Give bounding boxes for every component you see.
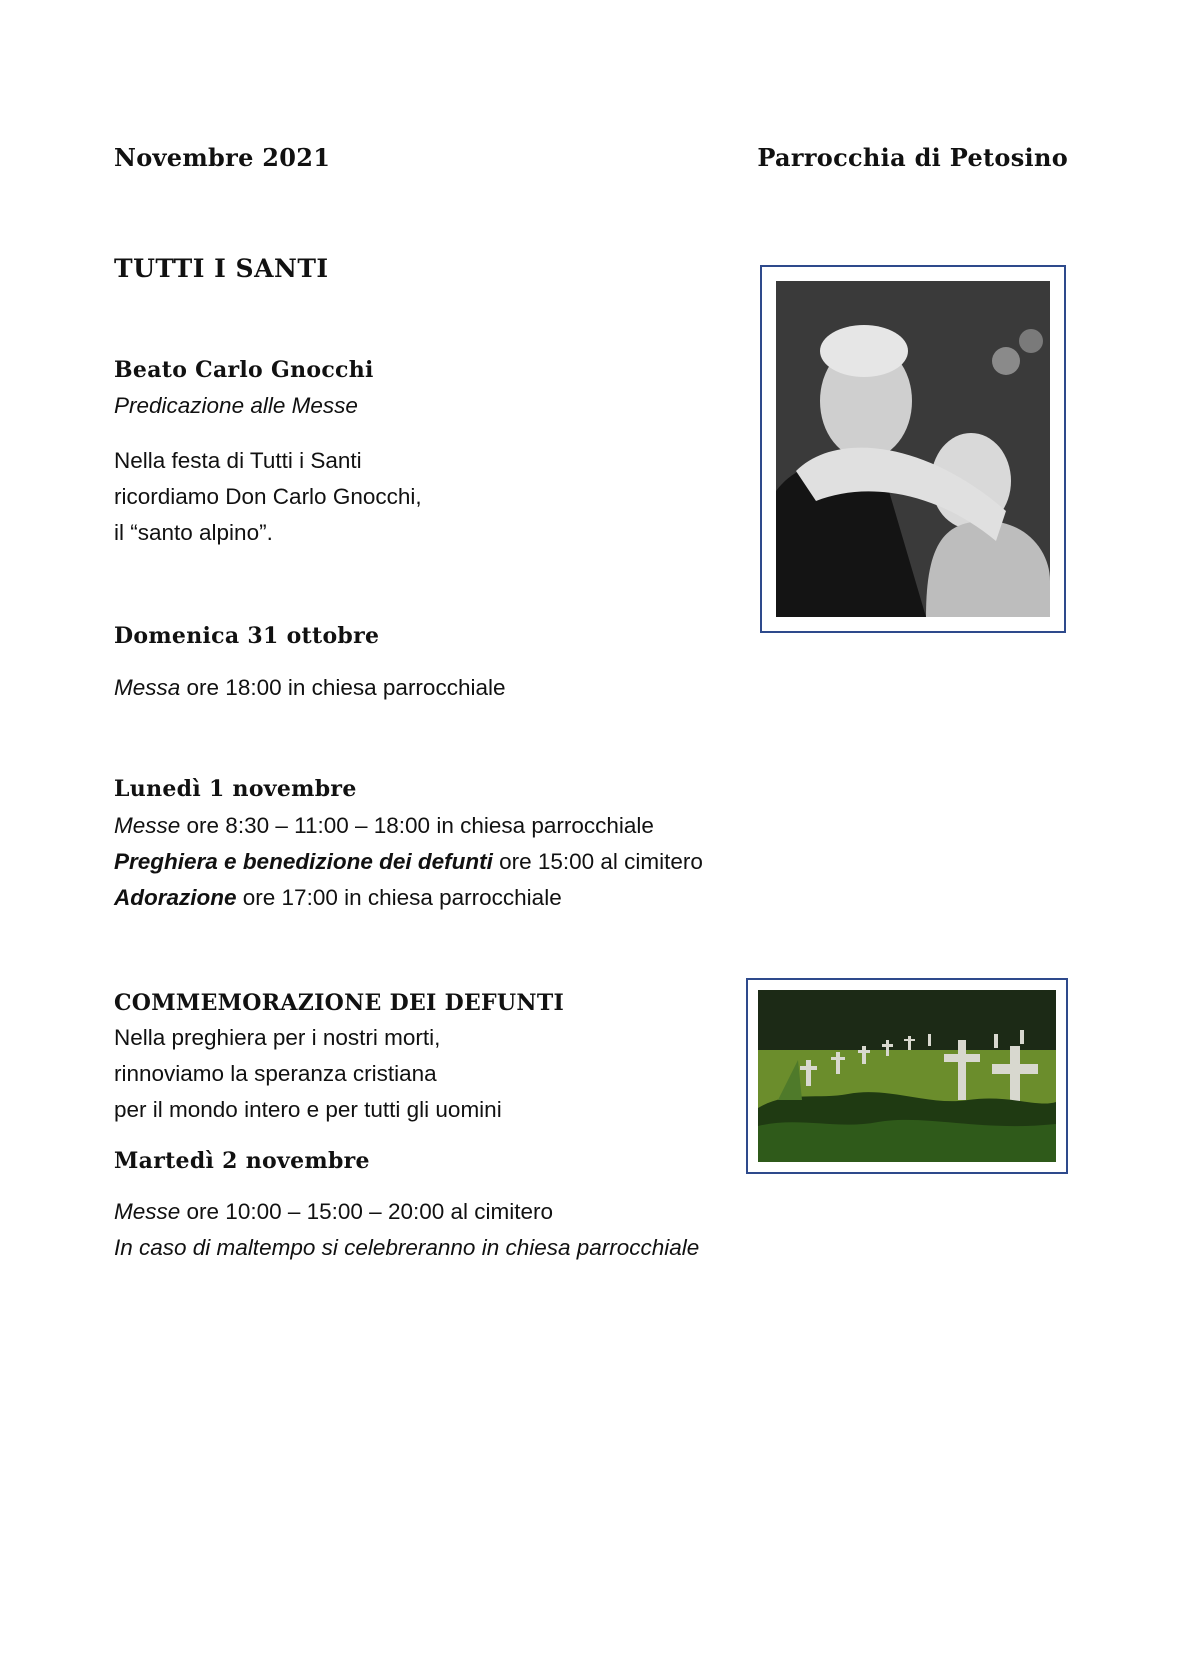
monday-line-details: ore 8:30 – 11:00 – 18:00 in chiesa parrocchiale [180,813,654,838]
tuesday-heading: Martedì 2 novembre [114,1148,370,1174]
commemoration-line: rinnoviamo la speranza cristiana [114,1061,437,1086]
commemoration-line: Nella preghiera per i nostri morti, [114,1025,441,1050]
monday-line [114,844,703,880]
header-date: Novembre 2021 [114,143,331,172]
monday-line-label: Adorazione [114,885,237,910]
sunday-mass-details: ore 18:00 in chiesa parrocchiale [180,675,506,700]
monday-line-label: Messe [114,813,181,838]
portrait-frame [760,265,1066,633]
sunday-heading: Domenica 31 ottobre [114,623,380,649]
intro-line: Nella festa di Tutti i Santi [114,448,362,473]
saint-name: Beato Carlo Gnocchi [114,357,374,383]
monday-line-details: ore 15:00 al cimitero [492,849,703,874]
intro-line: il “santo alpino”. [114,520,273,545]
tuesday-mass-label: Messe [114,1199,181,1224]
commemoration-line: per il mondo intero e per tutti gli uomini [114,1097,502,1122]
monday-schedule [114,808,703,916]
cemetery-illustration [758,990,1056,1162]
tuesday-mass-line [114,1194,699,1230]
portrait-illustration [776,281,1050,617]
section-title-tutti-i-santi: TUTTI I SANTI [114,254,329,283]
sunday-mass-line [114,670,505,706]
cemetery-crosses-photo [758,990,1056,1162]
header-parish: Parrocchia di Petosino [757,143,1068,172]
monday-line-details: ore 17:00 in chiesa parrocchiale [236,885,562,910]
monday-heading: Lunedì 1 novembre [114,776,357,802]
priest-embracing-child-photo [776,281,1050,617]
section-title-commemorazione: COMMEMORAZIONE DEI DEFUNTI [114,990,565,1016]
monday-line [114,880,703,916]
monday-line [114,808,703,844]
intro-line: ricordiamo Don Carlo Gnocchi, [114,484,422,509]
saint-subtitle: Predicazione alle Messe [114,393,358,418]
sunday-mass-label: Messa [114,675,181,700]
commemoration-text [114,1020,502,1128]
tuesday-weather-note: In caso di maltempo si celebreranno in chiesa parrocchiale [114,1235,700,1260]
tuesday-mass-details: ore 10:00 – 15:00 – 20:00 al cimitero [180,1199,554,1224]
monday-line-label: Preghiera e benedizione dei defunti [114,849,493,874]
intro-text [114,443,422,551]
tuesday-schedule [114,1194,699,1266]
cemetery-frame [746,978,1068,1174]
